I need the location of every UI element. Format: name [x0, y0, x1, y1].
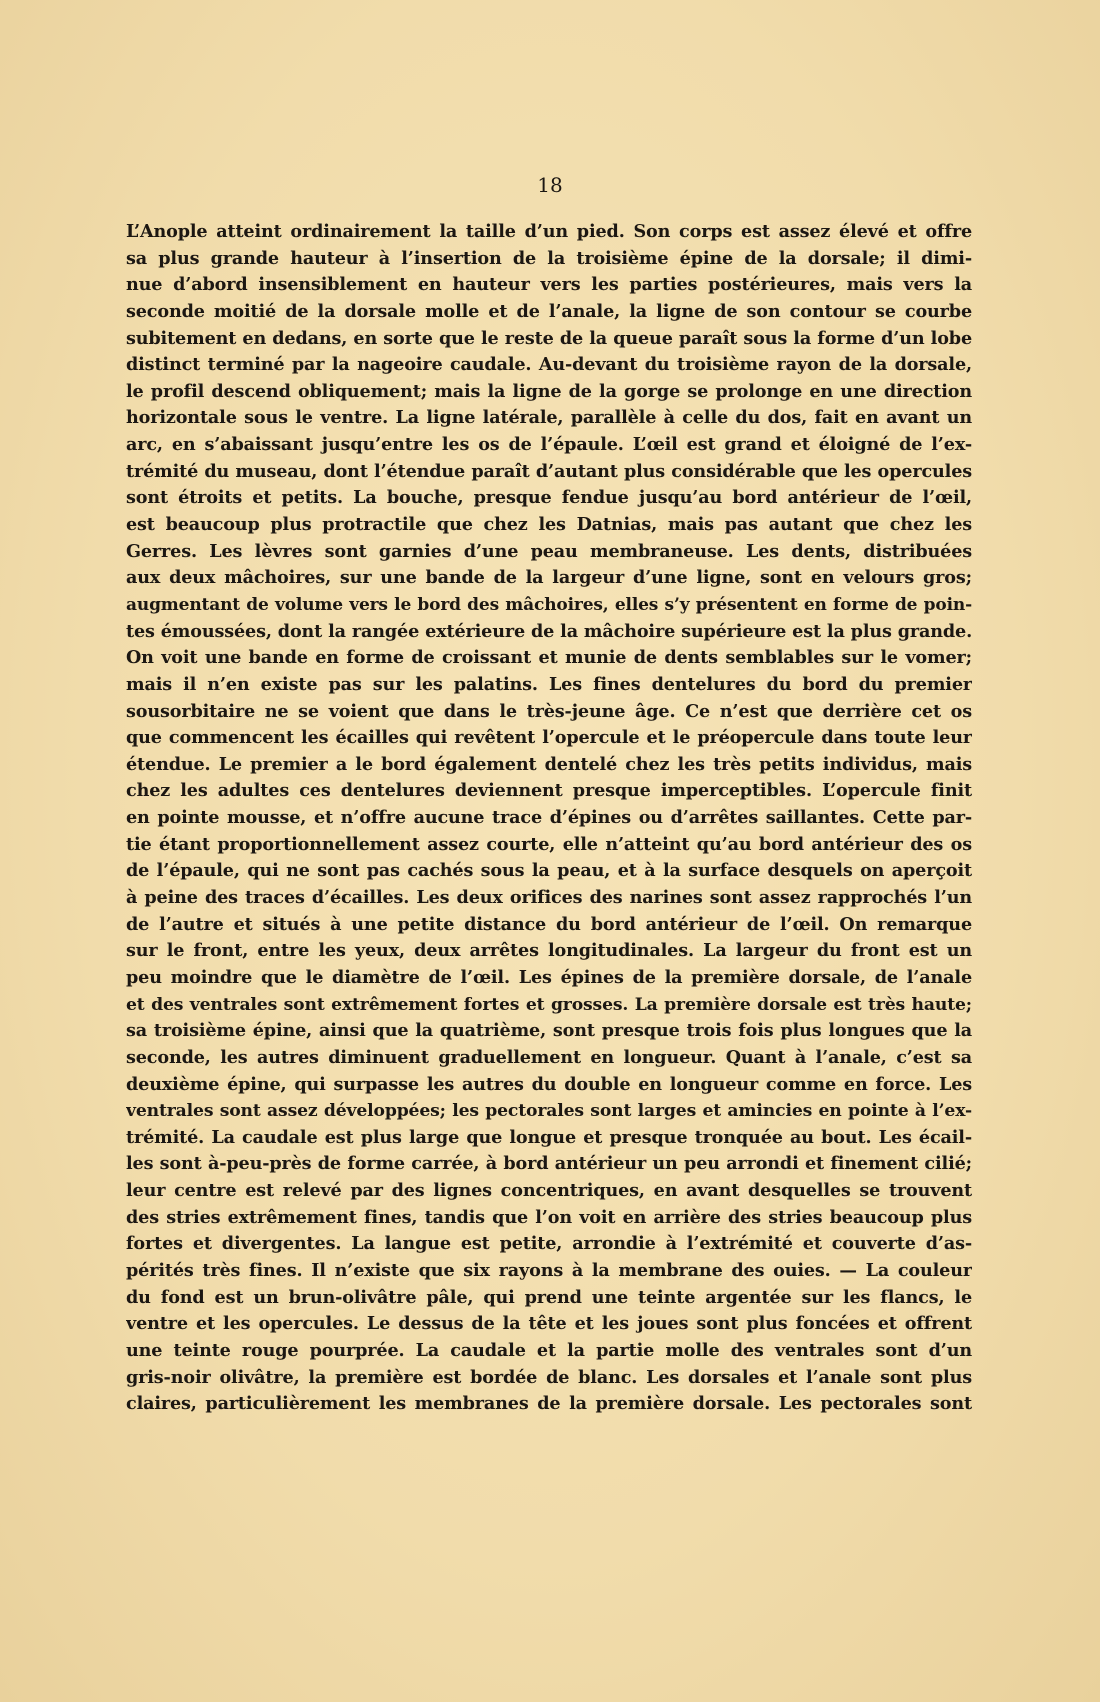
text-line: en pointe mousse, et n’offre aucune trace d’épines ou d’arrêtes saillantes. Cette par-: [126, 807, 972, 829]
text-line: tie étant proportionnellement assez courte, elle n’atteint qu’au bord antérieur des os: [126, 833, 972, 855]
text-line: subitement en dedans, en sorte que le reste de la queue paraît sous la forme d’un lobe: [126, 327, 972, 349]
text-line: tes émoussées, dont la rangée extérieure de la mâchoire supérieure est la plus grande.: [126, 620, 972, 642]
text-line: sa troisième épine, ainsi que la quatrième, sont presque trois fois plus longues que la: [126, 1020, 972, 1042]
text-line: aux deux mâchoires, sur une bande de la largeur d’une ligne, sont en velours gros;: [126, 567, 972, 589]
text-line: pérités très fines. Il n’existe que six rayons à la membrane des ouies. — La couleur: [126, 1259, 972, 1281]
text-line: arc, en s’abaissant jusqu’entre les os de l’épaule. L’œil est grand et éloigné de l’ex-: [126, 434, 972, 456]
text-line: distinct terminé par la nageoire caudale. Au-devant du troisième rayon de la dorsale,: [126, 354, 972, 376]
text-line: le profil descend obliquement; mais la ligne de la gorge se prolonge en une direction: [126, 380, 972, 402]
text-line: une teinte rouge pourprée. La caudale et la partie molle des ventrales sont d’un: [126, 1339, 972, 1361]
text-line: nue d’abord insensiblement en hauteur vers les parties postérieures, mais vers la: [126, 274, 972, 296]
text-line: est beaucoup plus protractile que chez les Datnias, mais pas autant que chez les: [126, 514, 972, 536]
text-line: de l’autre et situés à une petite distance du bord antérieur de l’œil. On remarque: [126, 913, 972, 935]
text-line: peu moindre que le diamètre de l’œil. Les épines de la première dorsale, de l’anale: [126, 966, 972, 988]
text-line: L’Anople atteint ordinairement la taille d’un pied. Son corps est assez élevé et offre: [126, 221, 972, 242]
body-text: [126, 219, 972, 1418]
text-line: horizontale sous le ventre. La ligne latérale, parallèle à celle du dos, fait en avant un: [126, 407, 972, 429]
text-line: fortes et divergentes. La langue est petite, arrondie à l’extrémité et couverte d’as-: [126, 1233, 972, 1255]
text-line: sont étroits et petits. La bouche, presque fendue jusqu’au bord antérieur de l’œil,: [126, 487, 972, 509]
text-line: et des ventrales sont extrêmement fortes et grosses. La première dorsale est très haute;: [126, 994, 972, 1015]
text-line: du fond est un brun-olivâtre pâle, qui prend une teinte argentée sur les flancs, le: [126, 1286, 972, 1308]
page-number: 18: [537, 173, 563, 197]
text-line: trémité. La caudale est plus large que longue et presque tronquée au bout. Les écail-: [126, 1126, 972, 1148]
text-line: ventrales sont assez développées; les pectorales sont larges et amincies en pointe à l’ex-: [126, 1101, 972, 1122]
text-line: seconde, les autres diminuent graduellement en longueur. Quant à l’anale, c’est sa: [126, 1046, 972, 1068]
text-line: Gerres. Les lèvres sont garnies d’une peau membraneuse. Les dents, distribuées: [126, 540, 972, 562]
text-line: mais il n’en existe pas sur les palatins. Les fines dentelures du bord du premier: [126, 673, 972, 695]
text-line: sousorbitaire ne se voient que dans le très-jeune âge. Ce n’est que derrière cet os: [126, 700, 972, 722]
text-line: chez les adultes ces dentelures deviennent presque imperceptibles. L’opercule finit: [126, 780, 972, 802]
text-line: étendue. Le premier a le bord également dentelé chez les très petits individus, mais: [126, 753, 972, 775]
text-line: à peine des traces d’écailles. Les deux orifices des narines sont assez rapprochés l’un: [126, 887, 972, 909]
text-line: les sont à-peu-près de forme carrée, à bord antérieur un peu arrondi et finement cilié;: [126, 1153, 972, 1175]
text-line: leur centre est relevé par des lignes concentriques, en avant desquelles se trouvent: [126, 1180, 972, 1202]
text-line: sa plus grande hauteur à l’insertion de la troisième épine de la dorsale; il dimi-: [126, 247, 972, 269]
text-line: ventre et les opercules. Le dessus de la tête et les joues sont plus foncées et offrent: [126, 1313, 972, 1335]
text-line: seconde moitié de la dorsale molle et de l’anale, la ligne de son contour se courbe: [126, 300, 972, 322]
text-line: On voit une bande en forme de croissant et munie de dents semblables sur le vomer;: [126, 647, 972, 669]
text-line: augmentant de volume vers le bord des mâchoires, elles s’y présentent en forme de poin-: [126, 594, 972, 615]
text-line: deuxième épine, qui surpasse les autres du double en longueur comme en force. Les: [126, 1073, 972, 1095]
text-line: de l’épaule, qui ne sont pas cachés sous la peau, et à la surface desquels on aperçoit: [126, 860, 972, 882]
text-line: des stries extrêmement fines, tandis que l’on voit en arrière des stries beaucoup plus: [126, 1206, 972, 1228]
text-line: sur le front, entre les yeux, deux arrêtes longitudinales. La largeur du front est un: [126, 940, 972, 962]
text-line: que commencent les écailles qui revêtent l’opercule et le préopercule dans toute leur: [126, 727, 972, 749]
text-line: gris-noir olivâtre, la première est bordée de blanc. Les dorsales et l’anale sont plus: [126, 1366, 972, 1388]
text-line: claires, particulièrement les membranes de la première dorsale. Les pectorales sont: [126, 1393, 972, 1415]
text-line: trémité du museau, dont l’étendue paraît d’autant plus considérable que les opercules: [126, 460, 972, 482]
